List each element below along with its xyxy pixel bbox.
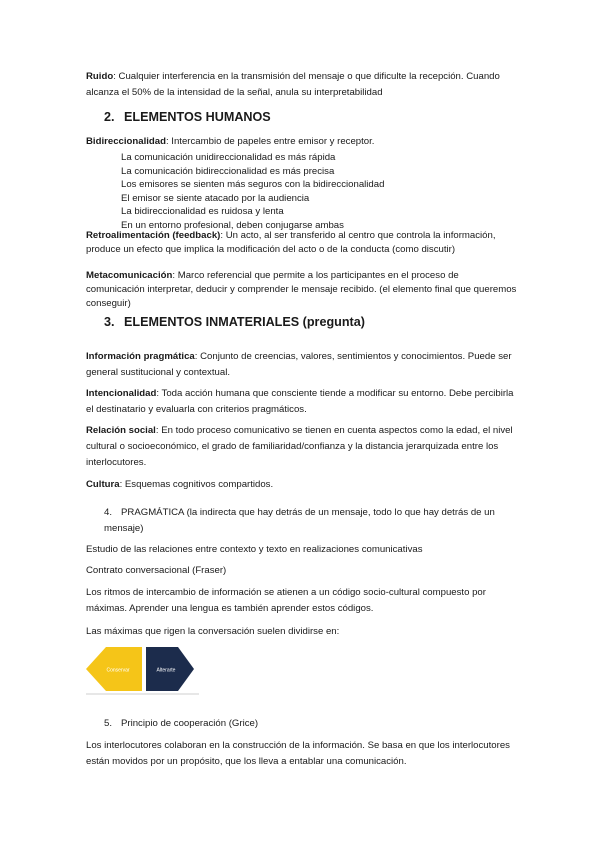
retroalimentacion-term: Retroalimentación (feedback) xyxy=(86,230,221,241)
bidir-item: Los emisores se sienten más seguros con la bidireccionalidad xyxy=(121,179,385,191)
section-5-heading xyxy=(104,716,519,732)
cultura-text: : Esquemas cognitivos compartidos. xyxy=(119,479,274,490)
ruido-term: Ruido xyxy=(86,71,114,82)
section-3-number: 3. xyxy=(104,315,115,329)
relacion-social-term: Relación social xyxy=(86,425,156,436)
conservar-label: Conservar xyxy=(106,667,130,674)
maximas-arrows-svg xyxy=(86,645,199,695)
cultura-paragraph xyxy=(86,477,519,493)
ruido-text: : Cualquier interferencia en la transmisión del mensaje o que dificulte la recepción. Cuando alcanza el 50% de la intensidad de la señal, anula su interpretabilidad xyxy=(86,71,500,98)
section-2-title: ELEMENTOS HUMANOS xyxy=(124,110,271,124)
cultura-term: Cultura xyxy=(86,479,120,490)
bidireccionalidad-term: Bidireccionalidad xyxy=(86,136,166,147)
section-3-heading xyxy=(104,313,365,331)
bidir-item: La bidireccionalidad es ruidosa y lenta xyxy=(121,206,284,218)
retroalimentacion-paragraph xyxy=(86,229,519,257)
interlocutores-paragraph: Los interlocutores colaboran en la construcción de la información. Se basa en que los interlocutores están movidos por un propósito, que los lleva a entablar una comunicación. xyxy=(86,740,510,767)
ritmos-paragraph: Los ritmos de intercambio de información se atienen a un código socio-cultural compuesto por máximas. Aprender una lengua es también aprender estos códigos. xyxy=(86,587,486,614)
section-5-title: Principio de cooperación (Grice) xyxy=(121,718,259,729)
section-4-number: 4. xyxy=(104,507,113,518)
section-4-title: PRAGMÁTICA (la indirecta que hay detrás de un mensaje, todo lo que hay detrás de un mensaje) xyxy=(104,507,495,534)
ruido-paragraph xyxy=(86,69,519,101)
bidireccionalidad-paragraph xyxy=(86,134,519,150)
maximas-diagram xyxy=(86,645,199,695)
informacion-pragmatica-paragraph xyxy=(86,349,519,381)
bidir-item: El emisor se siente atacado por la audiencia xyxy=(121,192,310,204)
contrato-paragraph: Contrato conversacional (Fraser) xyxy=(86,565,227,576)
metacomunicacion-paragraph xyxy=(86,269,519,311)
intencionalidad-paragraph xyxy=(86,386,519,418)
bidir-item: En un entorno profesional, deben conjugarse ambas xyxy=(121,220,344,231)
metacomunicacion-term: Metacomunicación xyxy=(86,270,173,281)
informacion-pragmatica-term: Información pragmática xyxy=(86,351,195,362)
intencionalidad-text: : Toda acción humana que consciente tiende a modificar su entorno. Debe percibirla el destinatario y evaluarla con criterios pragmáticos. xyxy=(86,388,514,415)
estudio-paragraph: Estudio de las relaciones entre contexto y texto en realizaciones comunicativas xyxy=(86,544,423,555)
section-4-heading xyxy=(104,505,519,537)
relacion-social-text: : En todo proceso comunicativo se tienen en cuenta aspectos como la edad, el nivel cultural o socioeconómico, el grado de familiaridad/confianza y la distancia jerarquizada entre los interlocutores. xyxy=(86,425,513,468)
section-3-title: ELEMENTOS INMATERIALES (pregunta) xyxy=(124,315,365,329)
bidir-item: La comunicación bidireccionalidad es más precisa xyxy=(121,165,335,177)
section-5-number: 5. xyxy=(104,718,113,729)
bidir-item: La comunicación unidireccionalidad es más rápida xyxy=(121,152,336,163)
intencionalidad-term: Intencionalidad xyxy=(86,388,157,399)
informacion-pragmatica-text: : Conjunto de creencias, valores, sentimientos y conocimientos. Puede ser general sustitucional y contextual. xyxy=(86,351,512,378)
alterarte-label: Alterarte xyxy=(156,667,176,674)
section-2-number: 2. xyxy=(104,110,115,124)
metacomunicacion-text: : Marco referencial que permite a los participantes en el proceso de comunicación interpretar, deducir y comprender le mensaje recibido. (el elemento final que queremos conseguir) xyxy=(86,270,517,309)
bidireccionalidad-text: : Intercambio de papeles entre emisor y receptor. xyxy=(165,136,375,147)
relacion-social-paragraph xyxy=(86,423,519,471)
section-2-heading xyxy=(104,108,271,126)
maximas-paragraph: Las máximas que rigen la conversación suelen dividirse en: xyxy=(86,626,340,637)
retroalimentacion-text: : Un acto, al ser transferido al centro que controla la información, produce un efecto que implica la modificación del acto o de la conducta (como discutir) xyxy=(86,230,496,255)
